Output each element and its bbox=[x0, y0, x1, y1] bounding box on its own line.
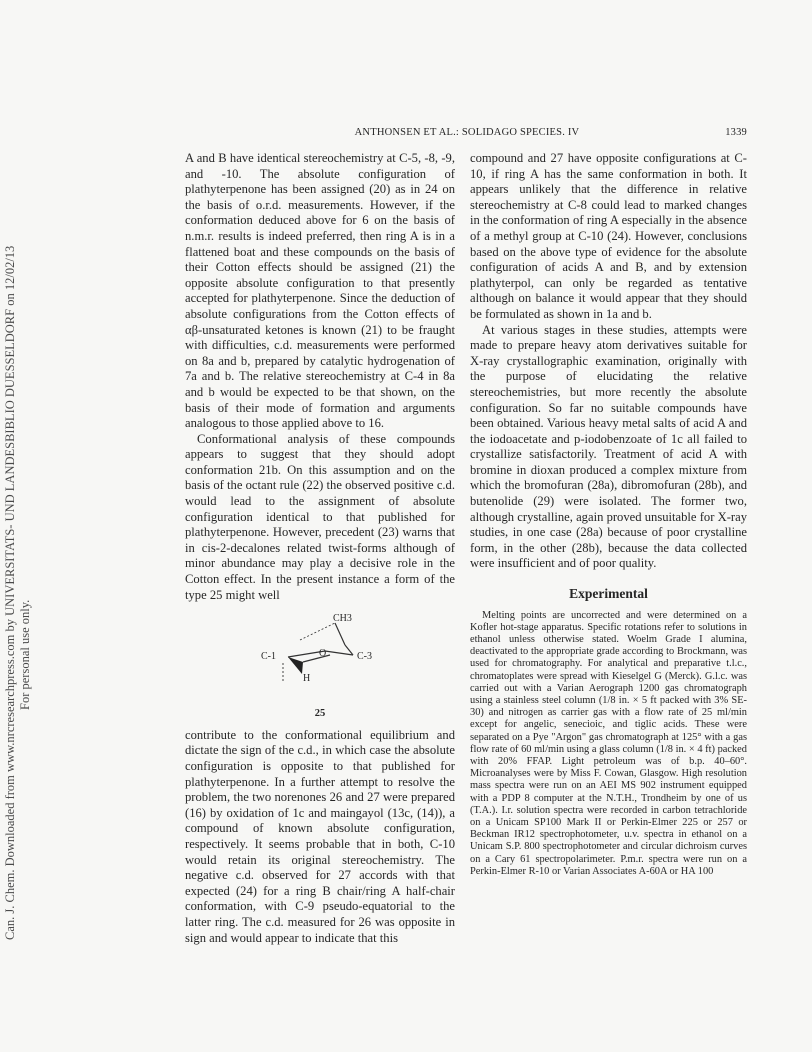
left-column bbox=[185, 151, 455, 946]
paragraph: compound and 27 have opposite configurations at C-10, if ring A has the same conformation in both. It appears unlikely that the difference in relative stereochemistry at C-8 could lead to marked changes in the conformation of ring A especially in the absence of a methyl group at C-10 (24). However, conclusions based on the above type of evidence for the absolute configuration of acids A and B, and by extension plathyterpol, can only be regarded as tentative although on balance it would appear that they should be formulated as shown in 1a and b. bbox=[470, 151, 747, 321]
label-c3: C-3 bbox=[357, 651, 372, 663]
paragraph: A and B have identical stereochemistry at C-5, -8, -9, and -10. The absolute configuration of plathyterpenone has been assigned (20) as in 24 on the basis of o.r.d. measurements. However, if the conformation deduced above for 6 on the basis of n.m.r. results is indeed preferred, then ring A is in a flattened boat and these compounds on the basis of their Cotton effects should be assigned (21) the opposite absolute configuration to that presently accepted for plathyterpenone. Since the deduction of absolute configurations from the Cotton effects of αβ-unsaturated ketones is known (21) to be fraught with difficulties, c.d. measurements were performed on 8a and b, prepared by catalytic hydrogenation of 7a and b. The relative stereochemistry at C-4 in 8a and b would be expected to be that shown, on the basis of their mode of formation and arguments analogous to those applied above to 16. bbox=[185, 151, 455, 431]
watermark-line-2: For personal use only. bbox=[18, 599, 32, 710]
download-watermark bbox=[3, 150, 37, 950]
label-c1: C-1 bbox=[261, 651, 276, 663]
paragraph: Melting points are uncorrected and were determined on a Kofler hot-stage apparatus. Specific rotations refer to solutions in ethanol unless otherwise stated. Woelm Grade I alumina, deactivated to the appropriate grade according to Brockmann, was used for chromatography. For analytical and preparative t.l.c., chromatoplates were spread with Kieselgel G (Merck). G.l.c. was carried out with a Varian Aerograph 1200 gas chromatograph using a stainless steel column (1/8 in. × 5 ft packed with 3% SE-30) and nitrogen as carrier gas with a flow rate of 25 ml/min except for angelic, senecioic, and tiglic acids. These were separated on a Pye "Argon" gas chromatograph at 125° with a gas flow rate of 60 ml/min using a glass column (1/8 in. × 4 ft) packed with 20% FFAP. Light petroleum was of b.p. 40–60°. Microanalyses were by Miss F. Cowan, Glasgow. High resolution mass spectra were run on an AEI MS 902 instrument equipped with a PDP 8 computer at the N.T.H., Trondheim by one of us (T.A.). I.r. solution spectra were recorded in carbon tetrachloride on a Unicam SP100 Mark II or Perkin-Elmer 225 or 257 or Beckman IR12 spectrophotometer, u.v. spectra in ethanol on a Unicam S.P. 800 spectrophotometer and circular dichroism curves on a Cary 61 spectropolarimeter. P.m.r. spectra were run on a Perkin-Elmer R-10 or Varian Associates A-60A or HA 100 bbox=[470, 609, 747, 877]
figure-number: 25 bbox=[314, 708, 326, 720]
page-header bbox=[185, 127, 747, 143]
label-h: H bbox=[303, 673, 311, 685]
label-o: O bbox=[319, 648, 327, 660]
section-heading: Experimental bbox=[569, 586, 648, 602]
paragraph: Conformational analysis of these compounds appears to suggest that they should adopt conformation 21b. On this assumption and on the basis of the octant rule (22) the observed positive c.d. would lead to the assignment of absolute configuration identical to that published for plathyterpenone. However, precedent (23) warns that in cis-2-decalones related twist-forms although of minor abundance may play a decisive role in the Cotton effect. In the present instance a form of the type 25 might well bbox=[185, 431, 455, 602]
running-head: ANTHONSEN ET AL.: SOLIDAGO SPECIES. IV bbox=[354, 127, 580, 138]
structure-figure bbox=[185, 613, 455, 698]
label-ch3: CH3 bbox=[333, 613, 352, 625]
right-column bbox=[470, 151, 747, 878]
paragraph: contribute to the conformational equilibrium and dictate the sign of the c.d., in which case the absolute configuration is opposite to that published for plathyterpenone. In a further attempt to resolve the problem, the two norenones 26 and 27 were prepared (16) by oxidation of 1c and maingayol (13c, (14)), a compound of known absolute configuration, respectively. It seems probable that in both, C-10 would retain its original stereochemistry. The negative c.d. observed for 27 accords with that expected (24) for a ring B chair/ring A half-chair conformation, with C-9 pseudo-equatorial to the latter ring. The c.d. measured for 26 was opposite in sign and would appear to indicate that this bbox=[185, 727, 455, 945]
watermark-line-1: Can. J. Chem. Downloaded from www.nrcresearchpress.com by UNIVERSITATS- UND LANDESBIBLIO DUESSELDORF on 12/02/13 bbox=[3, 245, 17, 940]
paragraph: At various stages in these studies, attempts were made to prepare heavy atom derivatives suitable for X-ray crystallographic examination, originally with the purpose of elucidating the relative stereochemistries, but more recently the absolute configuration. So far no suitable compounds have been obtained. Various heavy metal salts of acid A and the iodoacetate and p-iodobenzoate of 1c all failed to crystallize satisfactorily. Treatment of acid A with bromine in dioxan produced a complex mixture from which the bromofuran (28a), dibromofuran (28b), and butenolide (29) were isolated. The former two, although crystalline, again proved unsuitable for X-ray studies, in one case (28a) because of poor crystalline form, in the other (28b), because the data collected were insufficient and of poor quality. bbox=[470, 322, 747, 571]
page-number: 1339 bbox=[725, 127, 747, 138]
experimental-section bbox=[470, 610, 747, 878]
